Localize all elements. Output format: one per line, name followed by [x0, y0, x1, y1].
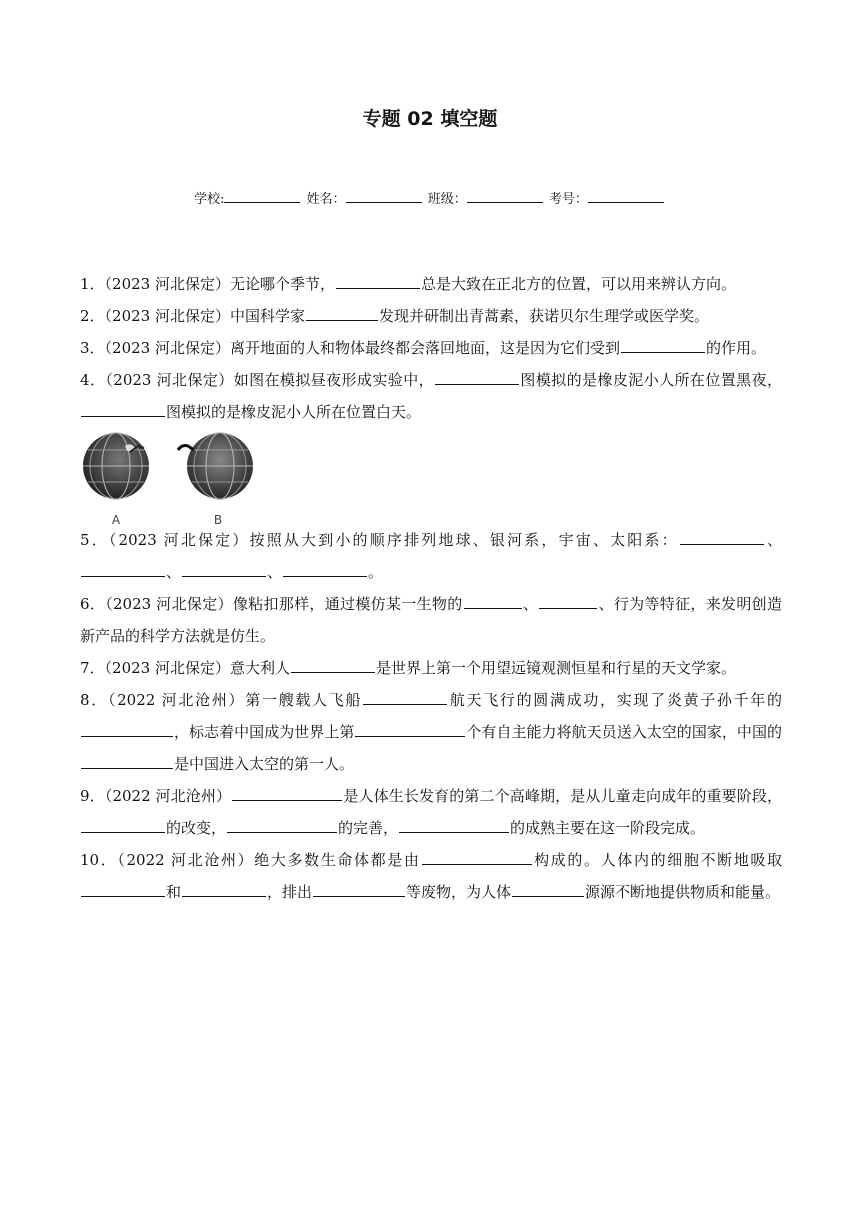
globe-icon: [176, 428, 256, 504]
answer-blank[interactable]: [81, 752, 173, 769]
question-number: 8．: [80, 691, 108, 709]
question-text: 的成熟主要在这一阶段完成。: [510, 819, 706, 837]
question-number: 10．: [80, 851, 118, 869]
answer-blank[interactable]: [422, 848, 532, 865]
globe-icon: [80, 428, 152, 504]
question-text: 是人体生长发育的第二个高峰期，是从儿童走向成年的重要阶段，: [343, 787, 782, 805]
answer-blank[interactable]: [363, 688, 447, 705]
separator: 、: [764, 531, 782, 549]
question-source: （2022 河北沧州）: [104, 787, 232, 805]
question-text: 等废物，为人体: [406, 883, 512, 901]
answer-blank[interactable]: [291, 656, 375, 673]
separator: 、: [267, 563, 283, 581]
question-text: 是中国进入太空的第一人。: [174, 755, 355, 773]
question-text: 图模拟的是橡皮泥小人所在位置白天。: [166, 403, 422, 421]
question-number: 1．: [80, 275, 105, 293]
name-label: 姓名：: [306, 192, 346, 207]
question-9: [80, 780, 782, 844]
answer-blank[interactable]: [232, 784, 342, 801]
page-title: 专题 02 填空题: [362, 108, 498, 130]
question-source: （2023 河北保定）: [104, 339, 230, 357]
question-source: （2023 河北保定）: [104, 275, 230, 293]
globe-b: [176, 428, 256, 515]
question-text: 按照从大到小的顺序排列地球、银河系，宇宙、太阳系：: [249, 531, 679, 549]
answer-blank[interactable]: [81, 720, 173, 737]
question-list: [80, 268, 782, 908]
exam-no-label: 考号：: [548, 192, 588, 207]
question-8: [80, 684, 782, 780]
answer-blank[interactable]: [283, 560, 367, 577]
question-4: [80, 364, 782, 428]
question-text: ，标志着中国成为世界上第: [174, 723, 355, 741]
question-text: 的改变，: [166, 819, 227, 837]
question-number: 2．: [80, 307, 105, 325]
answer-blank[interactable]: [313, 880, 405, 897]
question-2: [80, 300, 782, 332]
question-text: 的完善，: [338, 819, 399, 837]
question-10: [80, 844, 782, 908]
question-text: 离开地面的人和物体最终都会落回地面，这是因为它们受到: [230, 339, 621, 357]
exam-no-blank[interactable]: [588, 190, 664, 203]
question-3: [80, 332, 782, 364]
answer-blank[interactable]: [81, 560, 165, 577]
question-1: [80, 268, 782, 300]
question-source: （2023 河北保定）: [104, 659, 230, 677]
separator: 、: [166, 563, 182, 581]
student-info-row: [0, 188, 860, 207]
question-source: （2023 河北保定）: [105, 371, 234, 389]
question-number: 3．: [80, 339, 105, 357]
question-number: 6．: [80, 595, 106, 613]
question-text: 发现并研制出青蒿素，获诺贝尔生理学或医学奖。: [379, 307, 710, 325]
question-source: （2022 河北沧州）: [117, 851, 255, 869]
question-source: （2023 河北保定）: [104, 307, 230, 325]
figure-label-b: B: [213, 513, 223, 527]
globe-a: [80, 428, 152, 515]
answer-blank[interactable]: [355, 720, 465, 737]
answer-blank[interactable]: [399, 816, 509, 833]
class-label: 班级：: [427, 192, 467, 207]
answer-blank[interactable]: [539, 592, 597, 609]
question-5: [80, 524, 782, 588]
question-number: 4．: [80, 371, 106, 389]
answer-blank[interactable]: [306, 304, 378, 321]
answer-blank[interactable]: [435, 368, 519, 385]
school-label: 学校:: [194, 192, 225, 207]
question-text: 第一艘载人飞船: [245, 691, 363, 709]
separator: 、: [522, 595, 539, 613]
school-blank[interactable]: [224, 190, 300, 203]
question-text: 中国科学家: [230, 307, 306, 325]
question-text: 意大利人: [230, 659, 291, 677]
answer-blank[interactable]: [512, 880, 584, 897]
question-number: 9．: [80, 787, 105, 805]
question-number: 7．: [80, 659, 105, 677]
question-text: 源源不断地提供物质和能量。: [585, 883, 781, 901]
question-6: [80, 588, 782, 652]
question-source: （2023 河北保定）: [108, 531, 250, 549]
question-text: 是世界上第一个用望远镜观测恒星和行星的天文学家。: [376, 659, 737, 677]
answer-blank[interactable]: [336, 272, 420, 289]
question-text: 如图在模拟昼夜形成实验中，: [233, 371, 435, 389]
name-blank[interactable]: [346, 190, 422, 203]
class-blank[interactable]: [467, 190, 543, 203]
question-text: 的作用。: [706, 339, 767, 357]
question-text: 总是大致在正北方的位置，可以用来辨认方向。: [421, 275, 737, 293]
question-text: 图模拟的是橡皮泥小人所在位置黑夜，: [520, 371, 782, 389]
answer-blank[interactable]: [182, 880, 266, 897]
question-text: 、行为等特征，来发明创造新产品的科学方法就是仿生。: [80, 595, 782, 645]
answer-blank[interactable]: [621, 336, 705, 353]
question-number: 5．: [80, 531, 109, 549]
question-7: [80, 652, 782, 684]
answer-blank[interactable]: [81, 880, 165, 897]
answer-blank[interactable]: [464, 592, 522, 609]
question-text: 像粘扣那样，通过模仿某一生物的: [232, 595, 463, 613]
question-text: ，排出: [267, 883, 313, 901]
answer-blank[interactable]: [227, 816, 337, 833]
day-night-figure: [80, 428, 782, 527]
figure-label-a: A: [111, 513, 121, 527]
question-source: （2022 河北沧州）: [107, 691, 246, 709]
question-text: 无论哪个季节，: [230, 275, 336, 293]
question-text: 和: [166, 883, 182, 901]
answer-blank[interactable]: [81, 816, 165, 833]
question-text: 绝大多数生命体都是由: [254, 851, 421, 869]
question-text: 构成的。人体内的细胞不断地吸取: [532, 851, 782, 869]
question-text: 航天飞行的圆满成功，实现了炎黄子孙千年的: [448, 691, 782, 709]
answer-blank[interactable]: [81, 400, 165, 417]
answer-blank[interactable]: [182, 560, 266, 577]
answer-blank[interactable]: [680, 528, 764, 545]
question-source: （2023 河北保定）: [105, 595, 233, 613]
separator: 。: [368, 563, 384, 581]
question-text: 个有自主能力将航天员送入太空的国家，中国的: [466, 723, 782, 741]
